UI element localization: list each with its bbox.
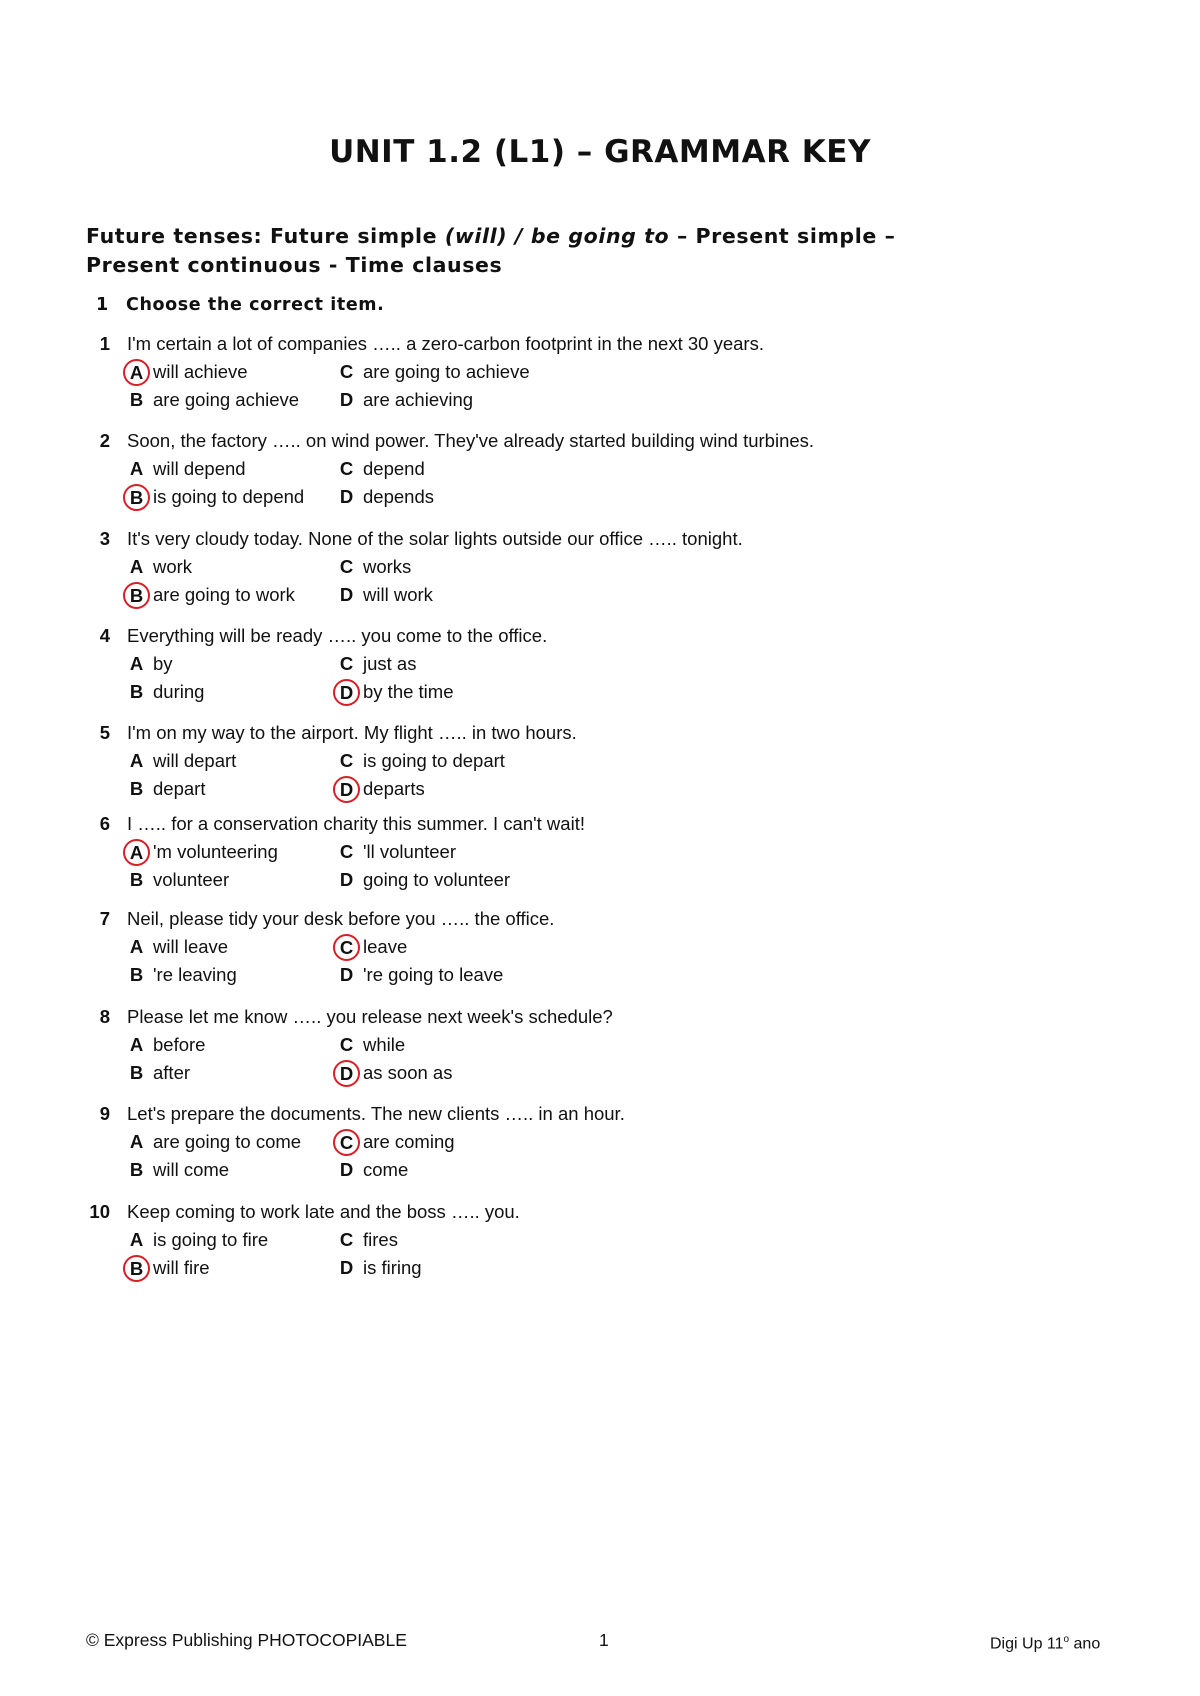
option-text: will come (153, 1159, 230, 1180)
question-text: I ….. for a conservation charity this summer. I can't wait! (127, 813, 585, 834)
option-row (84, 1226, 1084, 1254)
question-number: 9 (99, 1103, 110, 1124)
question-stem (84, 1198, 1084, 1226)
option-letter: B (129, 778, 144, 799)
option-row (84, 386, 1084, 414)
question-item (84, 905, 1084, 989)
section-heading-part1: Future tenses: Future simple (86, 224, 445, 248)
option-b[interactable] (127, 866, 229, 894)
option-a[interactable] (127, 358, 248, 387)
option-row (84, 838, 1084, 866)
option-letter: A (129, 556, 144, 577)
option-text: come (363, 1159, 409, 1180)
option-row (84, 1254, 1084, 1282)
option-letter: D (339, 389, 354, 410)
option-row (84, 1059, 1084, 1087)
option-b[interactable] (127, 386, 299, 414)
option-d[interactable] (337, 1254, 422, 1282)
option-d[interactable] (337, 1156, 408, 1184)
question-stem (84, 525, 1084, 553)
option-d[interactable] (337, 1059, 452, 1088)
option-text: 'll volunteer (363, 841, 456, 862)
option-letter: D (339, 1159, 354, 1180)
question-text: Everything will be ready ….. you come to the office. (127, 625, 548, 646)
option-c[interactable] (337, 933, 407, 962)
option-letter: A (129, 936, 144, 957)
option-text: will achieve (153, 361, 248, 382)
footer-copyright: © Express Publishing PHOTOCOPIABLE (86, 1630, 407, 1650)
option-letter: C (339, 556, 354, 577)
option-text: are going achieve (153, 389, 300, 410)
option-row (84, 483, 1084, 511)
option-text: works (363, 556, 412, 577)
option-b[interactable] (127, 775, 205, 803)
exercise-instruction-text: Choose the correct item. (126, 295, 385, 315)
option-row (84, 650, 1084, 678)
question-text: It's very cloudy today. None of the solar lights outside our office ….. tonight. (127, 528, 743, 549)
option-text: is going to depend (153, 486, 305, 507)
question-text: Neil, please tidy your desk before you ….. the office. (127, 908, 555, 929)
question-item (84, 719, 1084, 803)
option-c[interactable] (337, 1128, 455, 1157)
question-stem (84, 1003, 1084, 1031)
question-text: Soon, the factory ….. on wind power. They've already started building wind turbines. (127, 430, 815, 451)
option-text: will depend (153, 458, 246, 479)
option-row (84, 1128, 1084, 1156)
question-text: I'm certain a lot of companies ….. a zero-carbon footprint in the next 30 years. (127, 333, 764, 354)
option-text: before (153, 1034, 206, 1055)
option-text: will work (363, 584, 433, 605)
question-stem (84, 427, 1084, 455)
option-letter: A (129, 1131, 144, 1152)
option-text: 're leaving (153, 964, 237, 985)
option-row (84, 933, 1084, 961)
question-item (84, 1003, 1084, 1087)
question-stem (84, 719, 1084, 747)
option-text: fires (363, 1229, 398, 1250)
answer-circle-letter: D (333, 776, 360, 803)
option-row (84, 358, 1084, 386)
question-number: 5 (99, 722, 110, 743)
option-text: while (363, 1034, 406, 1055)
page-title: UNIT 1.2 (L1) – GRAMMAR KEY (329, 134, 871, 170)
answer-circle-letter: A (123, 359, 150, 386)
option-c[interactable] (337, 650, 416, 678)
option-text: are going to work (153, 584, 295, 605)
question-number: 7 (99, 908, 110, 929)
option-row (84, 775, 1084, 803)
option-letter: B (129, 869, 144, 890)
option-text: is going to depart (363, 750, 505, 771)
question-number: 10 (89, 1201, 110, 1222)
option-letter: C (339, 653, 354, 674)
option-b[interactable] (127, 581, 295, 610)
option-letter: B (129, 1159, 144, 1180)
option-letter: C (339, 841, 354, 862)
option-text: will depart (153, 750, 237, 771)
answer-circle-letter: D (333, 1060, 360, 1087)
option-text: volunteer (153, 869, 230, 890)
option-letter: B (129, 681, 144, 702)
option-letter: C (339, 750, 354, 771)
option-b[interactable] (127, 1156, 229, 1184)
option-letter: A (129, 458, 144, 479)
option-letter: B (129, 389, 144, 410)
option-c[interactable] (337, 838, 456, 866)
option-letter: A (129, 1229, 144, 1250)
option-text: will leave (153, 936, 229, 957)
option-a[interactable] (127, 933, 228, 961)
option-d[interactable] (337, 775, 425, 804)
option-letter: B (129, 964, 144, 985)
option-c[interactable] (337, 1226, 398, 1254)
option-text: going to volunteer (363, 869, 511, 890)
option-b[interactable] (127, 1254, 210, 1283)
option-text: are coming (363, 1131, 455, 1152)
option-row (84, 455, 1084, 483)
option-row (84, 961, 1084, 989)
question-number: 6 (99, 813, 110, 834)
question-number: 2 (99, 430, 110, 451)
question-stem (84, 1100, 1084, 1128)
answer-circle-letter: C (333, 1129, 360, 1156)
section-heading (86, 222, 986, 280)
option-b[interactable] (127, 1059, 190, 1087)
option-d[interactable] (337, 678, 454, 707)
option-a[interactable] (127, 838, 278, 867)
option-letter: B (129, 1062, 144, 1083)
option-text: depart (153, 778, 206, 799)
option-text: just as (363, 653, 417, 674)
section-heading-part3: – Present simple – (669, 224, 896, 248)
exercise-instruction (96, 295, 384, 315)
option-text: depends (363, 486, 434, 507)
option-text: work (153, 556, 193, 577)
question-item (84, 427, 1084, 511)
footer-edition-suffix: ano (1069, 1635, 1101, 1653)
answer-circle-letter: B (123, 484, 150, 511)
question-item (84, 1198, 1084, 1282)
option-text: are going to come (153, 1131, 302, 1152)
option-letter: C (339, 1229, 354, 1250)
option-text: leave (363, 936, 408, 957)
option-text: depend (363, 458, 425, 479)
question-item (84, 622, 1084, 706)
option-letter: A (129, 653, 144, 674)
question-text: Please let me know ….. you release next week's schedule? (127, 1006, 613, 1027)
option-letter: C (339, 361, 354, 382)
option-letter: D (339, 1257, 354, 1278)
question-number: 4 (99, 625, 110, 646)
option-a[interactable] (127, 1226, 268, 1254)
question-text: I'm on my way to the airport. My flight ….. in two hours. (127, 722, 577, 743)
answer-circle-letter: B (123, 582, 150, 609)
option-a[interactable] (127, 1128, 301, 1156)
option-row (84, 1156, 1084, 1184)
option-letter: D (339, 869, 354, 890)
footer-edition-sup: o (1063, 1634, 1070, 1645)
option-b[interactable] (127, 483, 304, 512)
question-stem (84, 622, 1084, 650)
section-heading-italic: (will) / be going to (444, 224, 670, 248)
answer-circle-letter: D (333, 679, 360, 706)
option-c[interactable] (337, 553, 411, 581)
footer-edition-prefix: Digi Up 11 (990, 1635, 1064, 1653)
option-text: are achieving (363, 389, 474, 410)
question-stem (84, 330, 1084, 358)
option-letter: D (339, 584, 354, 605)
question-number: 3 (99, 528, 110, 549)
option-text: is going to fire (153, 1229, 269, 1250)
section-heading-line2: Present continuous - Time clauses (86, 253, 503, 277)
option-a[interactable] (127, 650, 173, 678)
option-row (84, 553, 1084, 581)
question-item (84, 810, 1084, 894)
option-row (84, 747, 1084, 775)
question-item (84, 330, 1084, 414)
exercise-number: 1 (96, 295, 109, 315)
footer-edition (990, 1629, 1100, 1651)
option-a[interactable] (127, 455, 246, 483)
option-a[interactable] (127, 747, 236, 775)
question-number: 1 (99, 333, 110, 354)
question-stem (84, 810, 1084, 838)
option-text: 'm volunteering (153, 841, 278, 862)
option-text: by the time (363, 681, 454, 702)
option-text: will fire (153, 1257, 210, 1278)
option-d[interactable] (337, 961, 503, 989)
question-number: 8 (99, 1006, 110, 1027)
option-c[interactable] (337, 1031, 405, 1059)
option-letter: C (339, 1034, 354, 1055)
option-text: during (153, 681, 205, 702)
option-text: by (153, 653, 173, 674)
option-c[interactable] (337, 358, 530, 386)
option-letter: D (339, 964, 354, 985)
question-text: Keep coming to work late and the boss ….. you. (127, 1201, 520, 1222)
question-item (84, 525, 1084, 609)
option-text: after (153, 1062, 191, 1083)
option-text: 're going to leave (363, 964, 504, 985)
question-text: Let's prepare the documents. The new clients ….. in an hour. (127, 1103, 625, 1124)
option-d[interactable] (337, 866, 510, 894)
footer-page-number: 1 (599, 1630, 609, 1650)
option-b[interactable] (127, 961, 237, 989)
option-row (84, 866, 1084, 894)
option-letter: A (129, 1034, 144, 1055)
option-letter: D (339, 486, 354, 507)
answer-circle-letter: B (123, 1255, 150, 1282)
option-a[interactable] (127, 1031, 205, 1059)
option-text: is firing (363, 1257, 422, 1278)
question-stem (84, 905, 1084, 933)
option-a[interactable] (127, 553, 192, 581)
option-text: are going to achieve (363, 361, 530, 382)
option-b[interactable] (127, 678, 204, 706)
option-row (84, 678, 1084, 706)
option-c[interactable] (337, 455, 425, 483)
option-d[interactable] (337, 581, 433, 609)
answer-circle-letter: C (333, 934, 360, 961)
option-text: departs (363, 778, 425, 799)
option-letter: A (129, 750, 144, 771)
question-item (84, 1100, 1084, 1184)
option-d[interactable] (337, 483, 434, 511)
answer-circle-letter: A (123, 839, 150, 866)
option-row (84, 581, 1084, 609)
option-row (84, 1031, 1084, 1059)
option-letter: C (339, 458, 354, 479)
option-c[interactable] (337, 747, 505, 775)
option-text: as soon as (363, 1062, 453, 1083)
option-d[interactable] (337, 386, 473, 414)
